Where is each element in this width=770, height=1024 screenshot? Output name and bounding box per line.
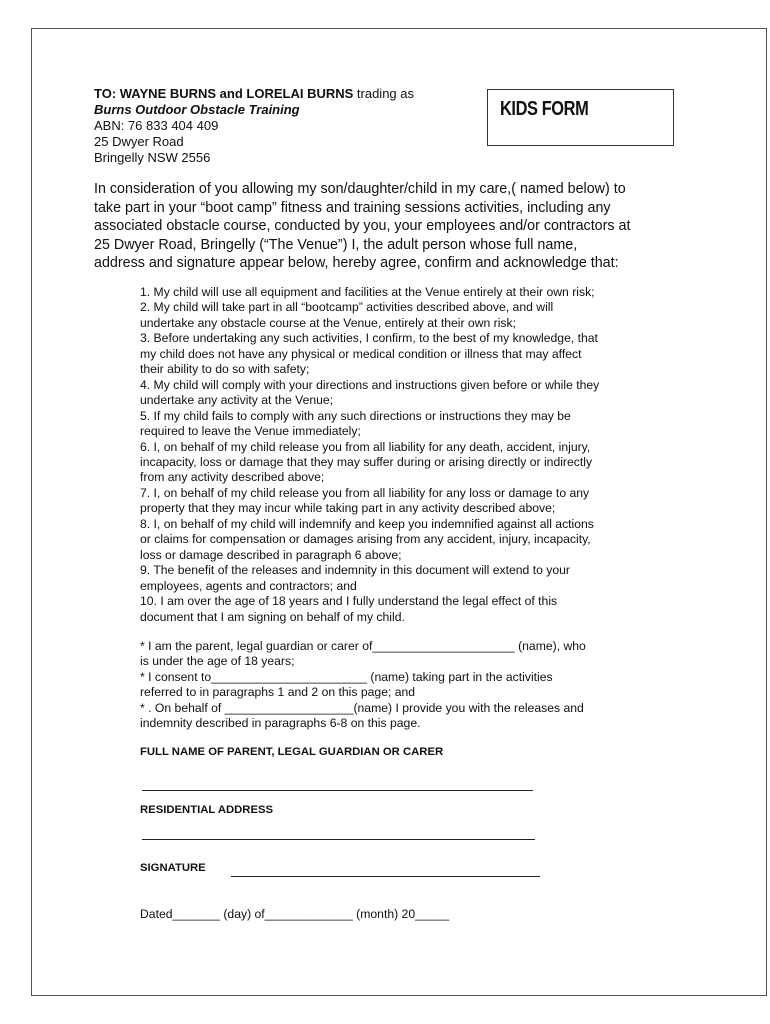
clause-line: incapacity, loss or damage that they may suffer during or arising directly or indirectly (140, 454, 593, 469)
intro-line: address and signature appear below, hereby agree, confirm and acknowledge that: (94, 255, 619, 272)
intro-line: take part in your “boot camp” fitness and training sessions activities, including any (94, 199, 611, 216)
street-line: 25 Dwyer Road (94, 134, 184, 149)
clause-line: from any activity described above; (140, 470, 325, 485)
clause-line: loss or damage described in paragraph 6 above; (140, 547, 402, 562)
clause-line: or claims for compensation or damages arising from any accident, injury, incapacity, (140, 532, 591, 547)
intro-line: 25 Dwyer Road, Bringelly (“The Venue”) I, the adult person whose full name, (94, 236, 578, 253)
form-title-box (487, 89, 674, 146)
full-name-label: FULL NAME OF PARENT, LEGAL GUARDIAN OR CARER (140, 746, 444, 758)
consent-line: is under the age of 18 years; (140, 654, 295, 669)
abn-line: ABN: 76 833 404 409 (94, 118, 219, 133)
clause-line: employees, agents and contractors; and (140, 578, 357, 593)
trading-as-text: trading as (353, 86, 414, 101)
clause-line: undertake any activity at the Venue; (140, 393, 334, 408)
clause-line: property that they may incur while taking part in any activity described above; (140, 501, 556, 516)
form-title: KIDS FORM (500, 98, 589, 120)
dated-line[interactable]: Dated_______ (day) of_____________ (month) 20_____ (140, 907, 449, 921)
addressee-line (94, 86, 414, 102)
signature-label: SIGNATURE (140, 862, 206, 874)
consent-line: referred to in paragraphs 1 and 2 on this page; and (140, 685, 416, 700)
addressee-names: TO: WAYNE BURNS and LORELAI BURNS (94, 86, 354, 101)
intro-line: associated obstacle course, conducted by you, your employees and/or contractors at (94, 218, 631, 235)
addressee-block (94, 86, 414, 166)
address-field[interactable] (142, 839, 535, 840)
intro-line: In consideration of you allowing my son/daughter/child in my care,( named below) to (94, 181, 626, 197)
clauses-list (140, 285, 700, 625)
clause-line: 2. My child will take part in all “bootcamp” activities described above, and will (140, 300, 554, 315)
clause-line: 1. My child will use all equipment and facilities at the Venue entirely at their own risk; (140, 285, 595, 299)
consent-statements (140, 639, 700, 732)
clause-line: 7. I, on behalf of my child release you from all liability for any loss or damage to any (140, 485, 590, 500)
clause-line: undertake any obstacle course at the Venue, entirely at their own risk; (140, 315, 516, 330)
business-name: Burns Outdoor Obstacle Training (94, 102, 300, 117)
suburb-line: Bringelly NSW 2556 (94, 150, 211, 165)
clause-line: 9. The benefit of the releases and indemnity in this document will extend to your (140, 563, 570, 578)
clause-line: 8. I, on behalf of my child will indemnify and keep you indemnified against all actions (140, 516, 594, 531)
clause-line: required to leave the Venue immediately; (140, 424, 361, 439)
consent-line: * I consent to_______________________ (name) taking part in the activities (140, 669, 553, 684)
intro-paragraph (94, 180, 694, 273)
clause-line: 5. If my child fails to comply with any such directions or instructions they may be (140, 408, 571, 423)
signature-field[interactable] (231, 876, 540, 877)
clause-line: their ability to do so with safety; (140, 362, 310, 377)
clause-line: 4. My child will comply with your directions and instructions given before or while they (140, 377, 600, 392)
clause-line: 6. I, on behalf of my child release you from all liability for any death, accident, injury, (140, 439, 591, 454)
consent-line: indemnity described in paragraphs 6-8 on this page. (140, 716, 421, 731)
clause-line: my child does not have any physical or medical condition or illness that may affect (140, 346, 582, 361)
full-name-field[interactable] (142, 790, 533, 791)
address-label: RESIDENTIAL ADDRESS (140, 804, 274, 816)
consent-line: * I am the parent, legal guardian or carer of_____________________ (name), who (140, 639, 586, 653)
clause-line: 10. I am over the age of 18 years and I fully understand the legal effect of this (140, 594, 558, 609)
form-page (31, 28, 767, 996)
clause-line: 3. Before undertaking any such activities, I confirm, to the best of my knowledge, that (140, 331, 598, 346)
clause-line: document that I am signing on behalf of my child. (140, 609, 405, 624)
consent-line: * . On behalf of ___________________(name) I provide you with the releases and (140, 700, 584, 715)
